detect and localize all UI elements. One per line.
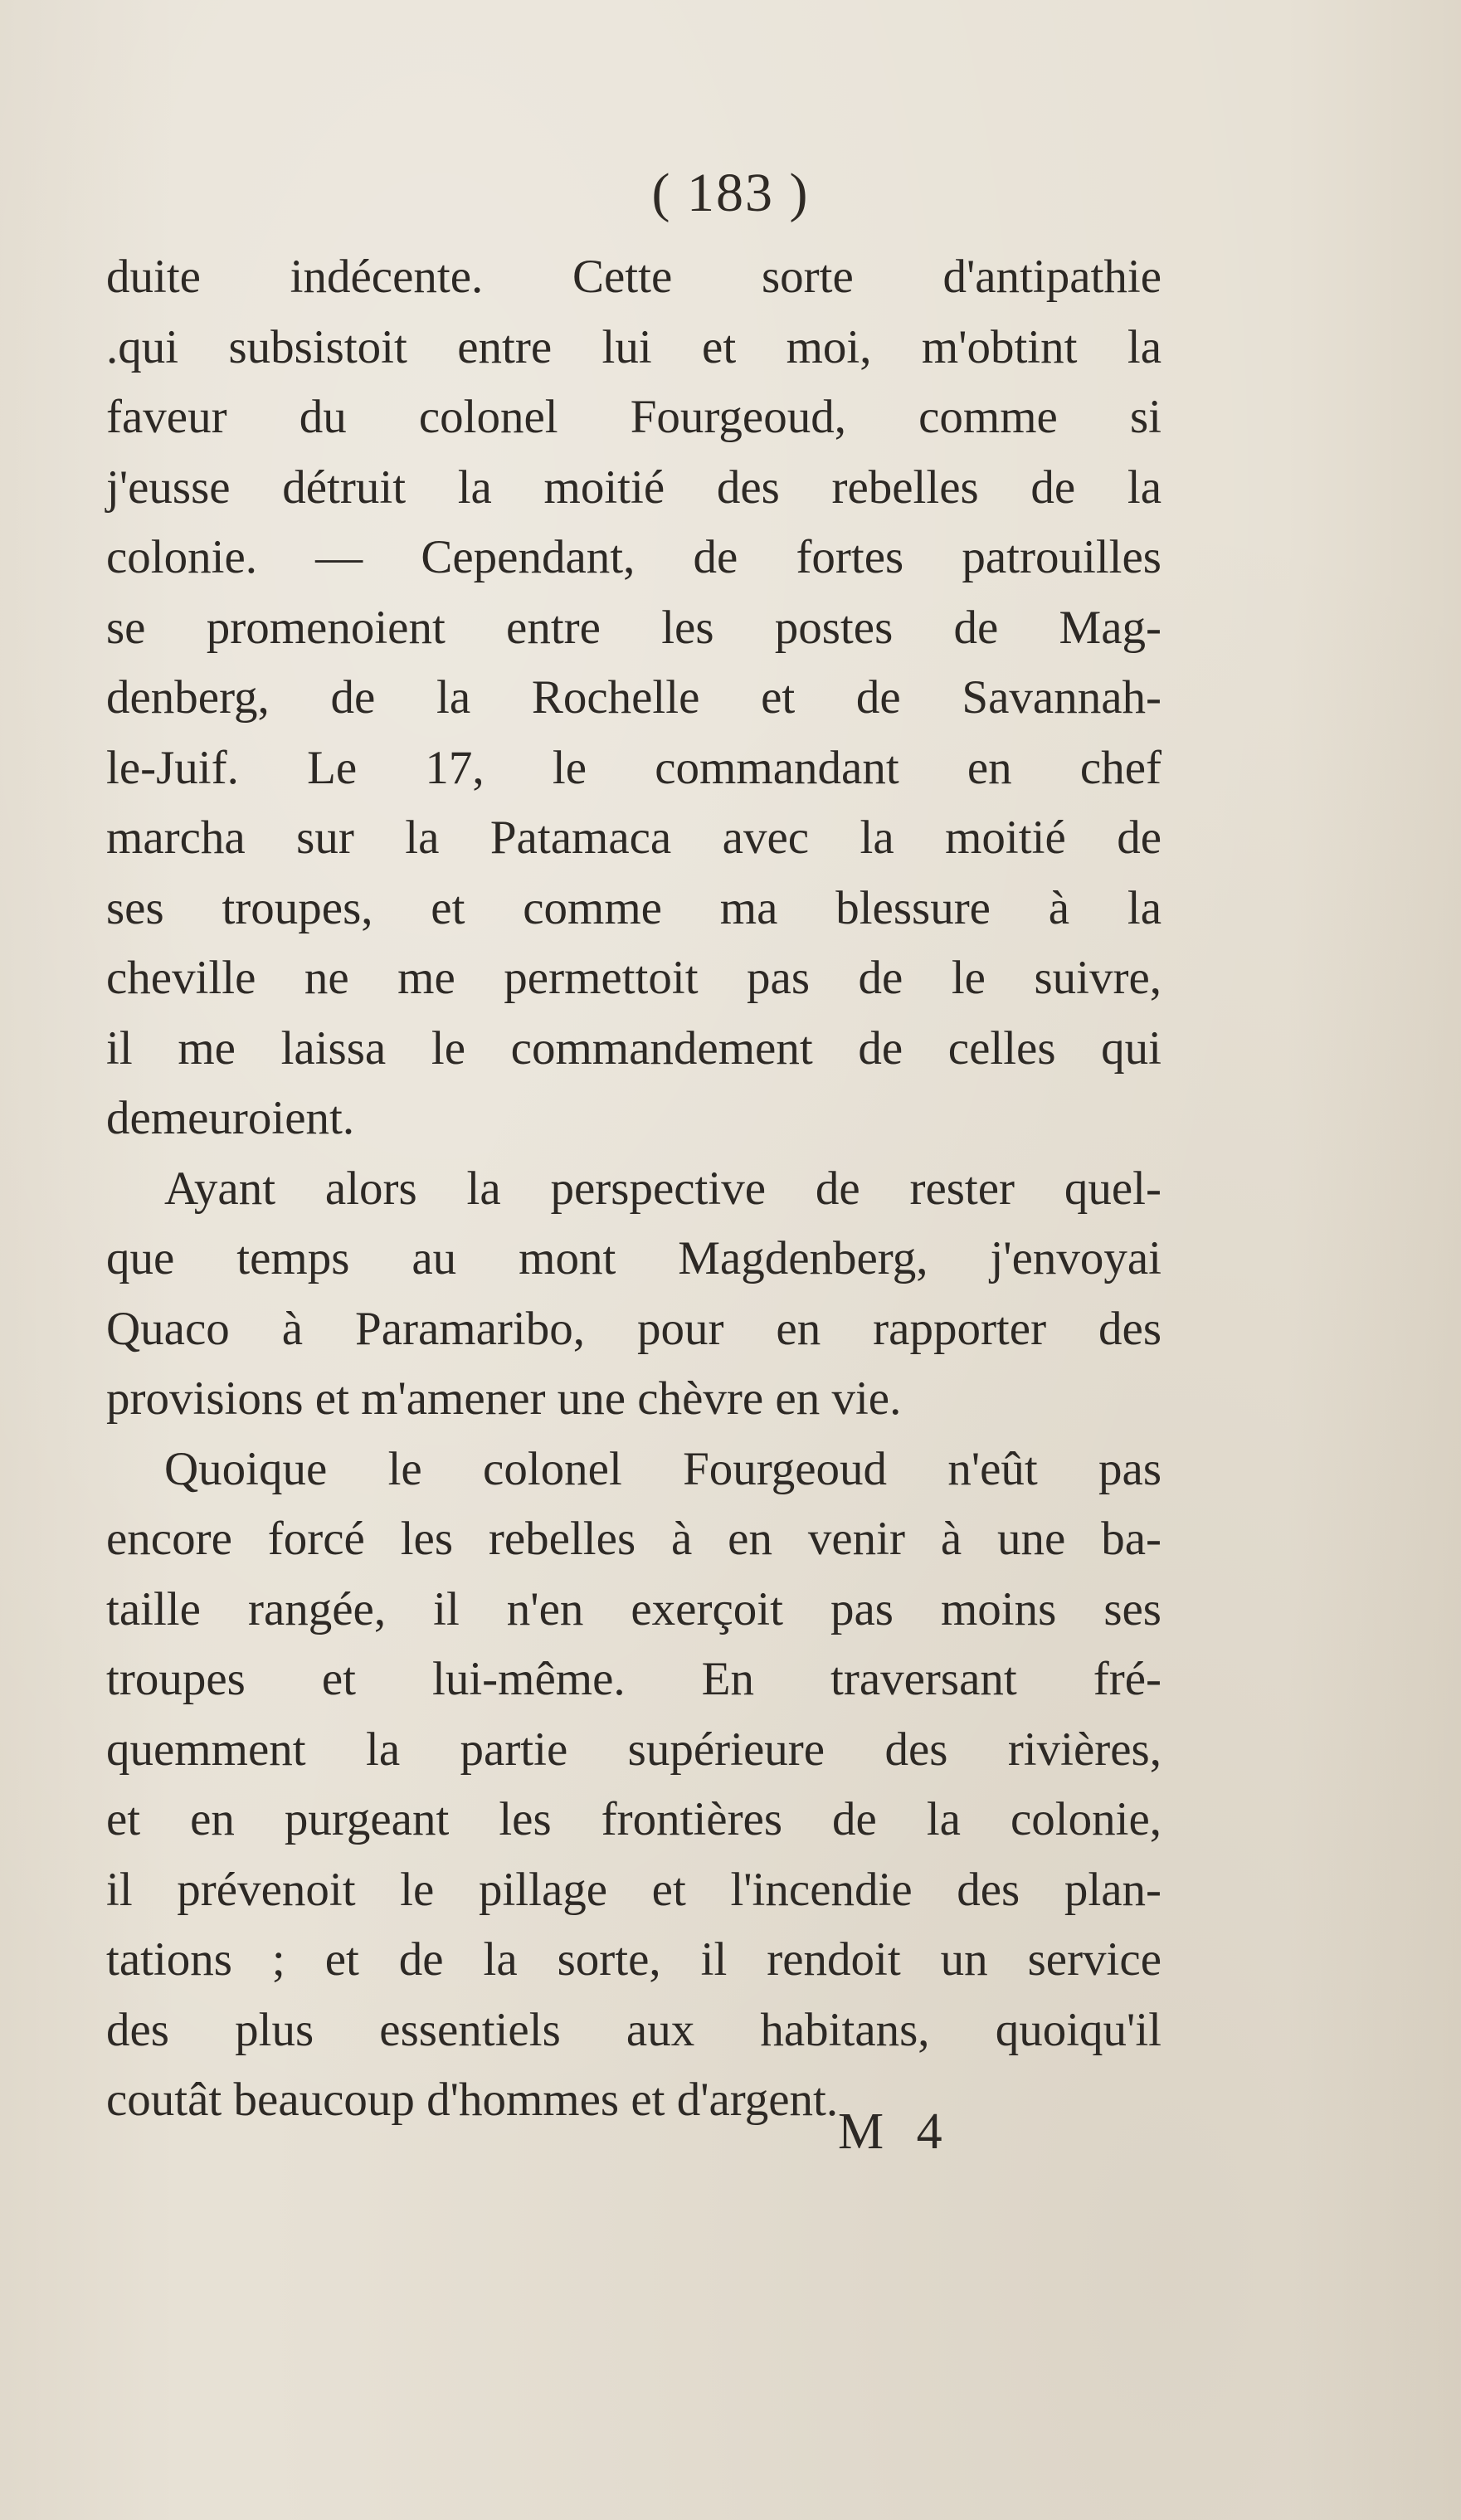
- text-line: quemment la partie supérieure des rivières,: [106, 1723, 1161, 1776]
- body-text: [106, 242, 1161, 2136]
- text-line: et en purgeant les frontières de la colonie,: [106, 1793, 1161, 1845]
- signature-mark: M 4: [838, 2103, 952, 2160]
- text-line: colonie. — Cependant, de fortes patrouilles: [106, 531, 1161, 583]
- text-line: faveur du colonel Fourgeoud, comme si: [106, 391, 1161, 443]
- text-line: Quaco à Paramaribo, pour en rapporter des: [106, 1302, 1161, 1355]
- text-line: se promenoient entre les postes de Mag-: [106, 601, 1161, 654]
- text-line: il prévenoit le pillage et l'incendie des plan-: [106, 1863, 1161, 1916]
- text-line: taille rangée, il n'en exerçoit pas moins ses: [106, 1582, 1161, 1635]
- text-line: le-Juif. Le 17, le commandant en chef: [106, 741, 1161, 794]
- text-line: troupes et lui-même. En traversant fré-: [106, 1653, 1161, 1705]
- paragraph-start-line: Ayant alors la perspective de rester quel-: [164, 1162, 1161, 1215]
- text-line: denberg, de la Rochelle et de Savannah-: [106, 671, 1161, 724]
- paragraph-start-line: Quoique le colonel Fourgeoud n'eût pas: [164, 1442, 1161, 1495]
- text-line: coutât beaucoup d'hommes et d'argent.: [106, 2074, 839, 2126]
- text-line: j'eusse détruit la moitié des rebelles de la: [106, 461, 1161, 514]
- text-line: il me laissa le commandement de celles qui: [106, 1021, 1161, 1075]
- text-line: cheville ne me permettoit pas de le suivre,: [106, 952, 1161, 1004]
- page-number: ( 183 ): [651, 163, 810, 223]
- text-line: .qui subsistoit entre lui et moi, m'obtint la: [106, 320, 1161, 373]
- text-line: marcha sur la Patamaca avec la moitié de: [106, 812, 1161, 864]
- text-line: ses troupes, et comme ma blessure à la: [106, 881, 1161, 934]
- text-line: duite indécente. Cette sorte d'antipathie: [106, 251, 1161, 303]
- text-line: demeuroient.: [106, 1092, 355, 1144]
- text-line: des plus essentiels aux habitans, quoiqu'il: [106, 2003, 1161, 2056]
- text-line: encore forcé les rebelles à en venir à une ba-: [106, 1513, 1161, 1565]
- text-line: provisions et m'amener une chèvre en vie.: [106, 1372, 902, 1425]
- text-line: que temps au mont Magdenberg, j'envoyai: [106, 1232, 1161, 1284]
- text-line: tations ; et de la sorte, il rendoit un service: [106, 1933, 1161, 1986]
